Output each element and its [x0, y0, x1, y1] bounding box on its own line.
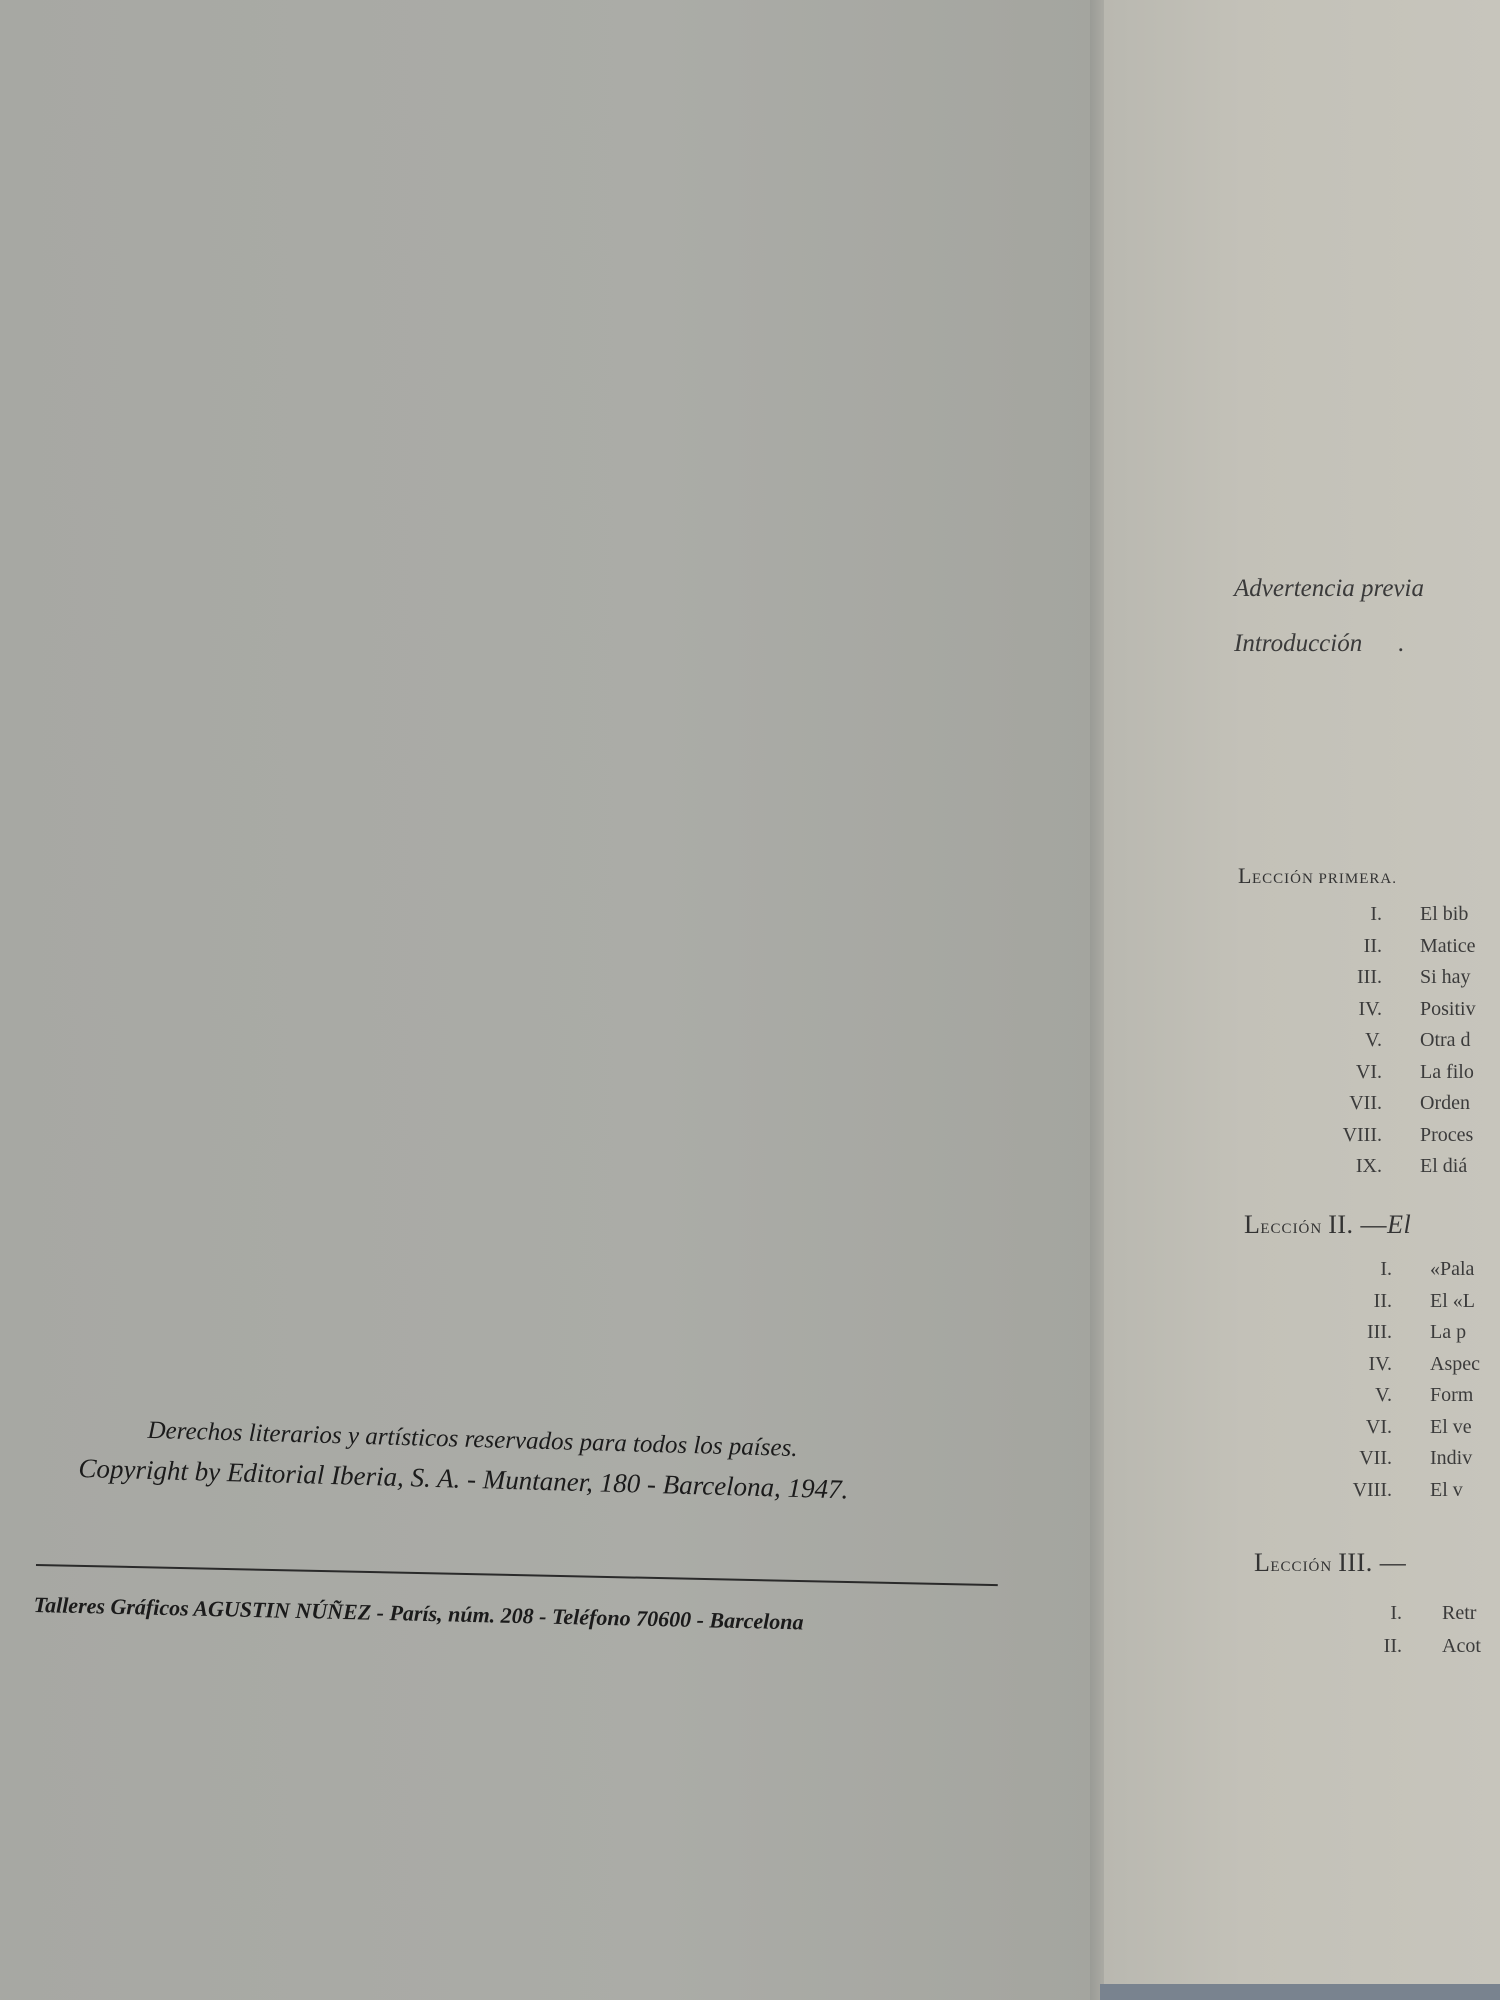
toc-entry	[1104, 1321, 1500, 1345]
toc-entry-title: Positiv	[1420, 997, 1476, 1020]
toc-entry-title: Retr	[1442, 1602, 1477, 1624]
toc-entry-title: Aspec	[1430, 1352, 1480, 1375]
toc-entry-number: V.	[1365, 1029, 1382, 1051]
toc-entry	[1104, 1635, 1500, 1659]
toc-entry-number: IV.	[1368, 1352, 1392, 1375]
toc-entry	[1104, 1602, 1500, 1626]
toc-entry-title: La filo	[1420, 1060, 1474, 1083]
toc-entry-number: VI.	[1365, 1415, 1392, 1438]
toc-entry-number: VII.	[1359, 1447, 1392, 1469]
toc-entry-number: VII.	[1349, 1092, 1382, 1114]
leccion-iii-heading	[1254, 1548, 1406, 1578]
toc-entry-title: Otra d	[1420, 1029, 1471, 1051]
toc-entry-title: Si hay	[1420, 966, 1471, 988]
toc-entry	[1104, 1290, 1500, 1314]
toc-entry-title: El diá	[1420, 1155, 1468, 1177]
toc-entry-title: Orden	[1420, 1092, 1470, 1114]
toc-entry-title: Indiv	[1430, 1447, 1473, 1469]
toc-entry	[1104, 1258, 1500, 1282]
toc-entry	[1104, 1092, 1500, 1116]
toc-entry-number: IV.	[1358, 997, 1382, 1020]
toc-entry	[1104, 1479, 1500, 1503]
toc-introduccion	[1234, 630, 1404, 658]
toc-entry	[1104, 903, 1500, 927]
toc-entry-title: «Pala	[1430, 1258, 1475, 1280]
toc-entry-number: IX.	[1355, 1155, 1382, 1177]
leccion-number: III. —	[1338, 1548, 1407, 1577]
toc-entry-number: II.	[1363, 934, 1382, 957]
toc-entry	[1104, 1124, 1500, 1148]
toc-entry-title: La p	[1430, 1321, 1467, 1343]
toc-entry	[1104, 935, 1500, 959]
toc-entry-number: I.	[1370, 903, 1382, 925]
leccion-ii-heading	[1244, 1210, 1411, 1240]
toc-entry-number: I.	[1390, 1602, 1402, 1624]
toc-entry	[1104, 1384, 1500, 1408]
toc-entry-number: III.	[1357, 966, 1382, 988]
leccion-heading-rest: ECCIÓN	[1270, 1559, 1333, 1575]
toc-entry-title: Acot	[1442, 1635, 1481, 1657]
leccion-primera-heading	[1238, 863, 1397, 889]
leccion-number: II. —	[1328, 1210, 1388, 1239]
toc-entry	[1104, 998, 1500, 1022]
toc-entry	[1104, 1416, 1500, 1440]
toc-entry-title: Proces	[1420, 1123, 1474, 1146]
table-of-contents	[1104, 0, 1500, 2000]
toc-entry	[1104, 966, 1500, 990]
toc-introduccion-label: Introducción	[1234, 630, 1363, 657]
toc-entry	[1104, 1447, 1500, 1471]
toc-entry-number: II.	[1383, 1635, 1402, 1657]
toc-entry-number: II.	[1373, 1289, 1392, 1312]
toc-entry-title: El ve	[1430, 1415, 1472, 1438]
toc-entry-number: VI.	[1355, 1060, 1382, 1083]
leccion-initial: L	[1254, 1548, 1271, 1577]
leccion-initial: L	[1244, 1210, 1261, 1239]
toc-entry-number: III.	[1367, 1321, 1392, 1343]
toc-entry-number: I.	[1380, 1258, 1392, 1280]
toc-entry-title: Form	[1430, 1384, 1474, 1406]
toc-entry	[1104, 1155, 1500, 1179]
toc-advertencia-previa: Advertencia previa	[1234, 575, 1424, 602]
toc-entry-title: El bib	[1420, 903, 1469, 925]
toc-entry-number: VIII.	[1342, 1123, 1382, 1146]
toc-entry-title: El «L	[1430, 1289, 1475, 1312]
leccion-heading-rest: ECCIÓN	[1260, 1221, 1323, 1237]
leccion-heading-rest: ECCIÓN PRIMERA.	[1251, 871, 1397, 887]
copyright-line: Copyright by Editorial Iberia, S. A. - Muntaner, 180 - Barcelona, 1947.	[78, 1452, 849, 1505]
toc-entry-number: VIII.	[1352, 1478, 1392, 1501]
toc-leader-dot: .	[1398, 630, 1405, 657]
rights-reserved-line: Derechos literarios y artísticos reservados para todos los países.	[147, 1416, 798, 1463]
toc-entry-title: Matice	[1420, 934, 1476, 957]
leccion-title: El	[1387, 1210, 1412, 1239]
toc-entry	[1104, 1061, 1500, 1085]
toc-entry-title: El v	[1430, 1478, 1463, 1501]
toc-entry-number: V.	[1375, 1384, 1392, 1406]
toc-entry	[1104, 1353, 1500, 1377]
leccion-initial: L	[1238, 863, 1252, 888]
printer-imprint: Talleres Gráficos AGUSTIN NÚÑEZ - París, núm. 208 - Teléfono 70600 - Barcelona	[33, 1592, 804, 1635]
toc-entry	[1104, 1029, 1500, 1053]
